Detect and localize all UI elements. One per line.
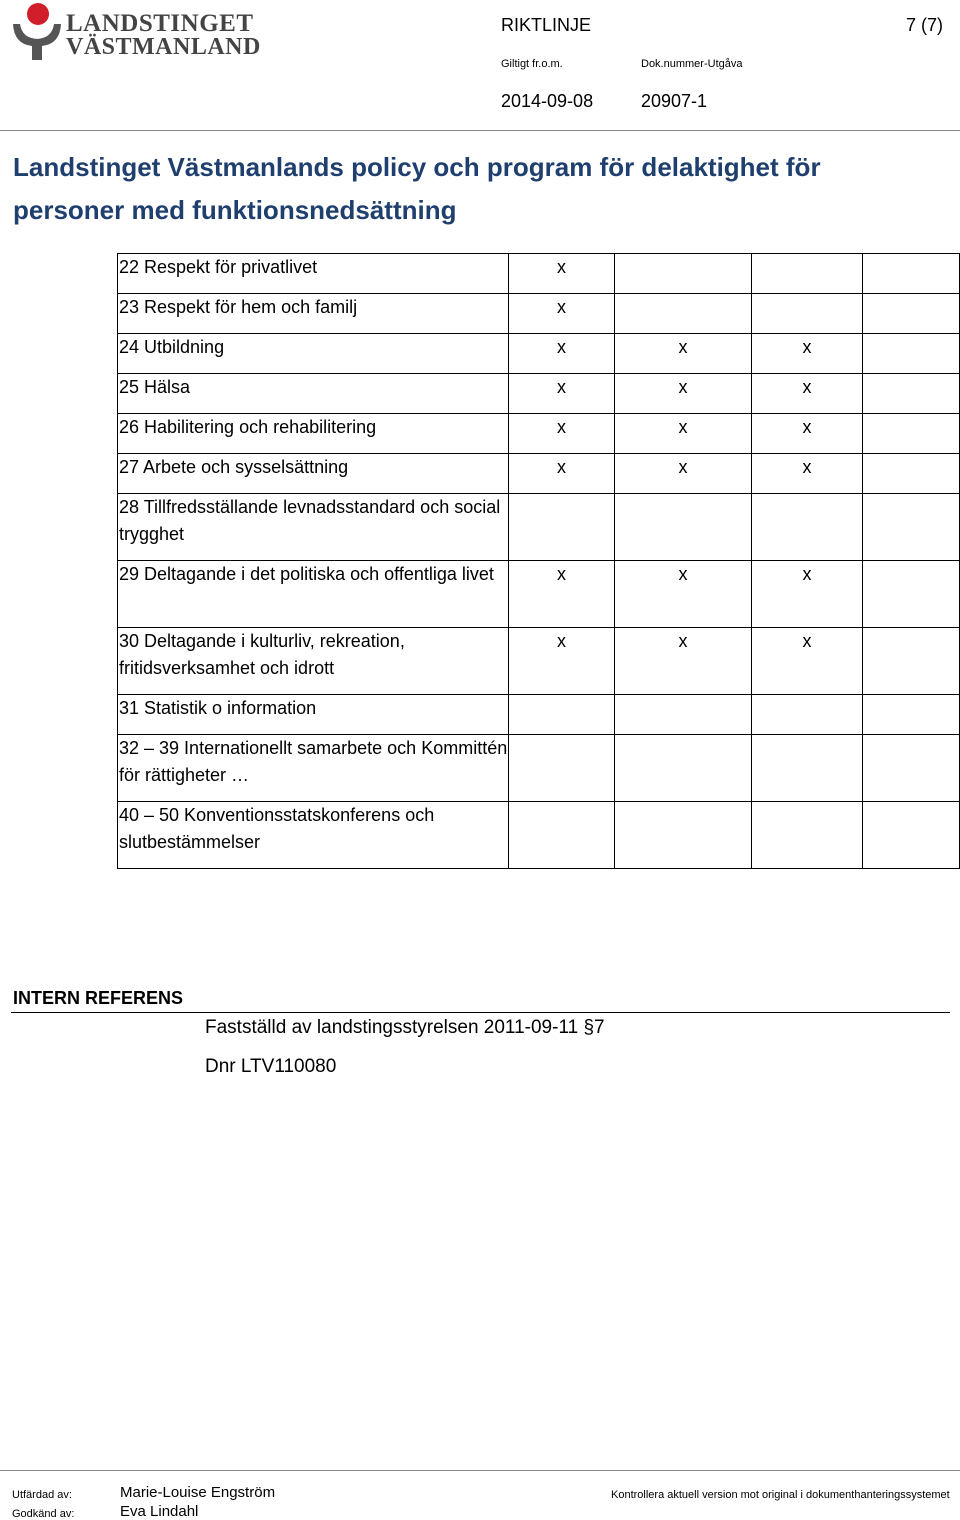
- table-row: [118, 454, 960, 494]
- footer-divider: [0, 1470, 960, 1471]
- table-row: [118, 254, 960, 294]
- mark-cell: x: [615, 561, 752, 628]
- mark-cell: x: [615, 454, 752, 494]
- mark-cell: x: [752, 374, 863, 414]
- mark-cell: [752, 802, 863, 869]
- version-note: Kontrollera aktuell version mot original i dokumenthanteringssystemet: [611, 1489, 950, 1501]
- landstinget-logo: [10, 2, 261, 64]
- article-label: 26 Habilitering och rehabilitering: [118, 414, 509, 454]
- mark-cell: x: [509, 334, 615, 374]
- table-row: [118, 802, 960, 869]
- doc-number: 20907-1: [641, 91, 708, 111]
- article-label: 22 Respekt för privatlivet: [118, 254, 509, 294]
- mark-cell: x: [509, 254, 615, 294]
- issued-by-label: Utfärdad av:: [12, 1489, 72, 1501]
- mark-cell: [752, 254, 863, 294]
- mark-cell: [752, 294, 863, 334]
- logo-text-line2: VÄSTMANLAND: [66, 34, 261, 60]
- mark-cell: [863, 802, 960, 869]
- mark-cell: [509, 695, 615, 735]
- mark-cell: [615, 802, 752, 869]
- article-label: 25 Hälsa: [118, 374, 509, 414]
- mark-cell: [509, 802, 615, 869]
- article-label: 30 Deltagande i kulturliv, rekreation, fritidsverksamhet och idrott: [118, 628, 509, 695]
- article-label: 28 Tillfredsställande levnadsstandard och social trygghet: [118, 494, 509, 561]
- logo-figure-icon: [10, 2, 64, 62]
- mark-cell: [863, 494, 960, 561]
- mark-cell: [509, 735, 615, 802]
- document-type: RIKTLINJE: [501, 15, 592, 35]
- issued-by-name: Marie-Louise Engström: [120, 1484, 276, 1501]
- valid-from-label: Giltigt fr.o.m.: [501, 58, 563, 70]
- mark-cell: [863, 735, 960, 802]
- article-label: 29 Deltagande i det politiska och offentliga livet: [118, 561, 509, 628]
- mark-cell: [615, 735, 752, 802]
- table-row: [118, 334, 960, 374]
- article-label: 40 – 50 Konventionsstatskonferens och slutbestämmelser: [118, 802, 509, 869]
- mark-cell: x: [615, 374, 752, 414]
- table-row: [118, 735, 960, 802]
- mark-cell: x: [509, 628, 615, 695]
- approved-by-label: Godkänd av:: [12, 1508, 75, 1520]
- article-label: 23 Respekt för hem och familj: [118, 294, 509, 334]
- mark-cell: [615, 695, 752, 735]
- mark-cell: [615, 294, 752, 334]
- mark-cell: [615, 494, 752, 561]
- mark-cell: [863, 294, 960, 334]
- table-row: [118, 695, 960, 735]
- article-label: 24 Utbildning: [118, 334, 509, 374]
- reference-heading: INTERN REFERENS: [13, 988, 184, 1008]
- article-matrix-table: [117, 253, 960, 869]
- mark-cell: x: [509, 414, 615, 454]
- mark-cell: x: [752, 628, 863, 695]
- mark-cell: [863, 454, 960, 494]
- reference-adopted-line: Fastställd av landstingsstyrelsen 2011-09-11 §7: [205, 1017, 605, 1038]
- mark-cell: [509, 494, 615, 561]
- table-row: [118, 374, 960, 414]
- mark-cell: [863, 254, 960, 294]
- mark-cell: x: [615, 414, 752, 454]
- table-row: [118, 561, 960, 628]
- table-row: [118, 628, 960, 695]
- mark-cell: x: [509, 561, 615, 628]
- article-label: 31 Statistik o information: [118, 695, 509, 735]
- table-row: [118, 414, 960, 454]
- mark-cell: x: [509, 454, 615, 494]
- mark-cell: x: [509, 294, 615, 334]
- mark-cell: x: [752, 414, 863, 454]
- mark-cell: [615, 254, 752, 294]
- mark-cell: [752, 494, 863, 561]
- header-divider: [0, 130, 960, 131]
- mark-cell: x: [615, 628, 752, 695]
- mark-cell: x: [509, 374, 615, 414]
- table-row: [118, 494, 960, 561]
- approved-by-name: Eva Lindahl: [120, 1503, 199, 1520]
- mark-cell: x: [615, 334, 752, 374]
- article-label: 32 – 39 Internationellt samarbete och Kommittén för rättigheter …: [118, 735, 509, 802]
- reference-dnr-line: Dnr LTV110080: [205, 1056, 337, 1077]
- page-number: 7 (7): [906, 15, 944, 35]
- reference-divider: [11, 1012, 950, 1013]
- mark-cell: [863, 561, 960, 628]
- mark-cell: x: [752, 561, 863, 628]
- mark-cell: [752, 735, 863, 802]
- article-label: 27 Arbete och sysselsättning: [118, 454, 509, 494]
- mark-cell: [863, 628, 960, 695]
- mark-cell: x: [752, 334, 863, 374]
- valid-from-date: 2014-09-08: [501, 91, 594, 111]
- mark-cell: [863, 414, 960, 454]
- mark-cell: [863, 374, 960, 414]
- mark-cell: [863, 695, 960, 735]
- page-title: Landstinget Västmanlands policy och program för delaktighet för personer med funktionsnedsättning: [13, 152, 821, 225]
- logo-text-line1: LANDSTINGET: [66, 10, 254, 37]
- mark-cell: x: [752, 454, 863, 494]
- mark-cell: [752, 695, 863, 735]
- mark-cell: [863, 334, 960, 374]
- table-row: [118, 294, 960, 334]
- doc-number-label: Dok.nummer-Utgåva: [641, 58, 743, 70]
